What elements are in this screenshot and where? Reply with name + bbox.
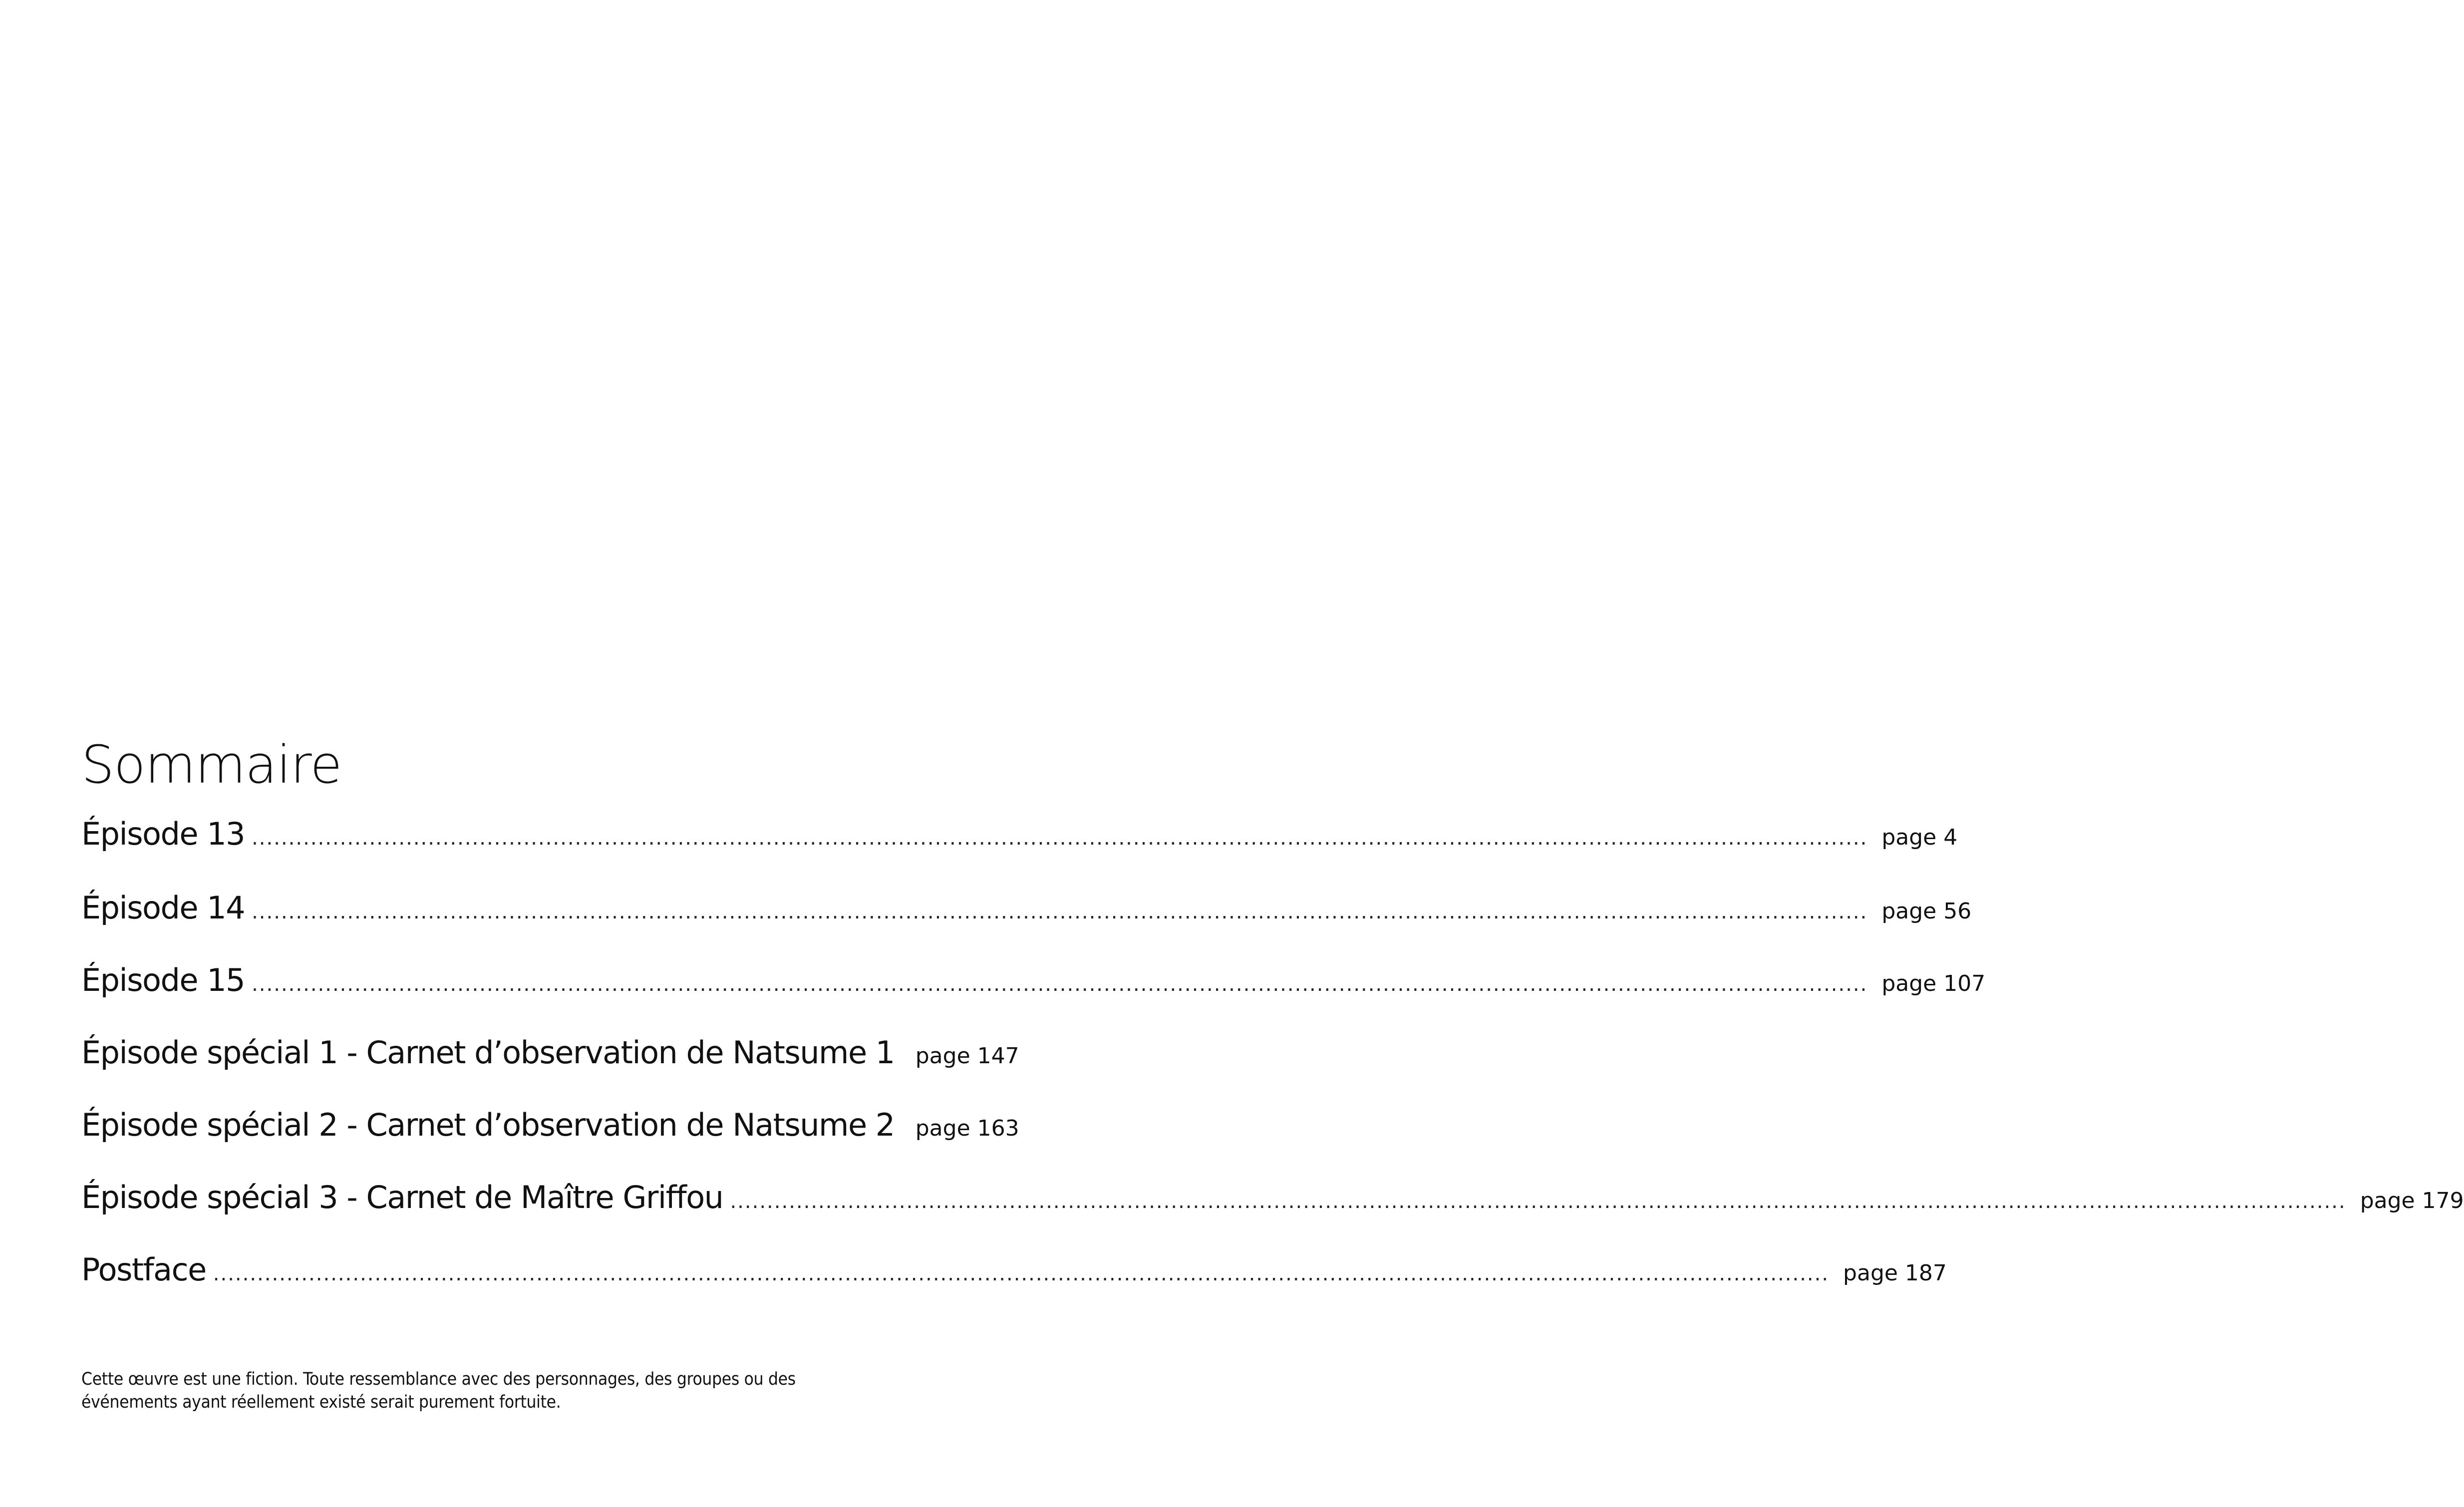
toc-entry-page: page 56 [1881, 899, 1972, 924]
toc-entry-page: page 163 [915, 1116, 1019, 1141]
disclaimer-line: Cette œuvre est une fiction. Toute ressemblance avec des personnages, des groupes ou des [81, 1369, 796, 1389]
toc-entry [81, 890, 1972, 962]
toc-entry [81, 1179, 2464, 1251]
toc-entry-page: page 4 [1881, 825, 1958, 850]
dot-leader: ............................................................................................................................................................................................................................ [252, 901, 1868, 923]
dot-leader: ............................................................................................................................................................................................................................ [213, 1262, 1830, 1285]
toc-entry [81, 1251, 1947, 1324]
table-of-contents [81, 734, 2464, 1324]
toc-entry-label: Épisode 13 [81, 816, 245, 852]
fiction-disclaimer [81, 1368, 890, 1414]
toc-entry-page: page 179 [2360, 1188, 2464, 1213]
toc-entry-page: page 107 [1881, 971, 1986, 996]
toc-entry [81, 1107, 1019, 1179]
toc-entry-label: Postface [81, 1251, 206, 1288]
dot-leader: ............................................................................................................................................................................................................................ [730, 1190, 2346, 1213]
toc-entry [81, 816, 1958, 890]
toc-entry-label: Épisode 15 [81, 962, 245, 998]
dot-leader: ............................................................................................................................................................................................................................ [252, 973, 1868, 996]
toc-entry [81, 1034, 1019, 1107]
toc-entry-page: page 147 [915, 1043, 1019, 1069]
toc-entry-page: page 187 [1843, 1260, 1947, 1286]
toc-title: Sommaire [81, 734, 342, 795]
toc-entry-label: Épisode spécial 3 - Carnet de Maître Griffou [81, 1179, 723, 1215]
dot-leader: ............................................................................................................................................................................................................................ [252, 827, 1868, 850]
toc-entry-label: Épisode spécial 2 - Carnet d’observation de Natsume 2 [81, 1107, 895, 1143]
disclaimer-line: événements ayant réellement existé serait purement fortuite. [81, 1392, 561, 1412]
toc-entry [81, 962, 1986, 1034]
toc-entry-label: Épisode 14 [81, 890, 245, 926]
toc-entry-label: Épisode spécial 1 - Carnet d’observation de Natsume 1 [81, 1034, 895, 1071]
toc-list [81, 816, 2464, 1324]
